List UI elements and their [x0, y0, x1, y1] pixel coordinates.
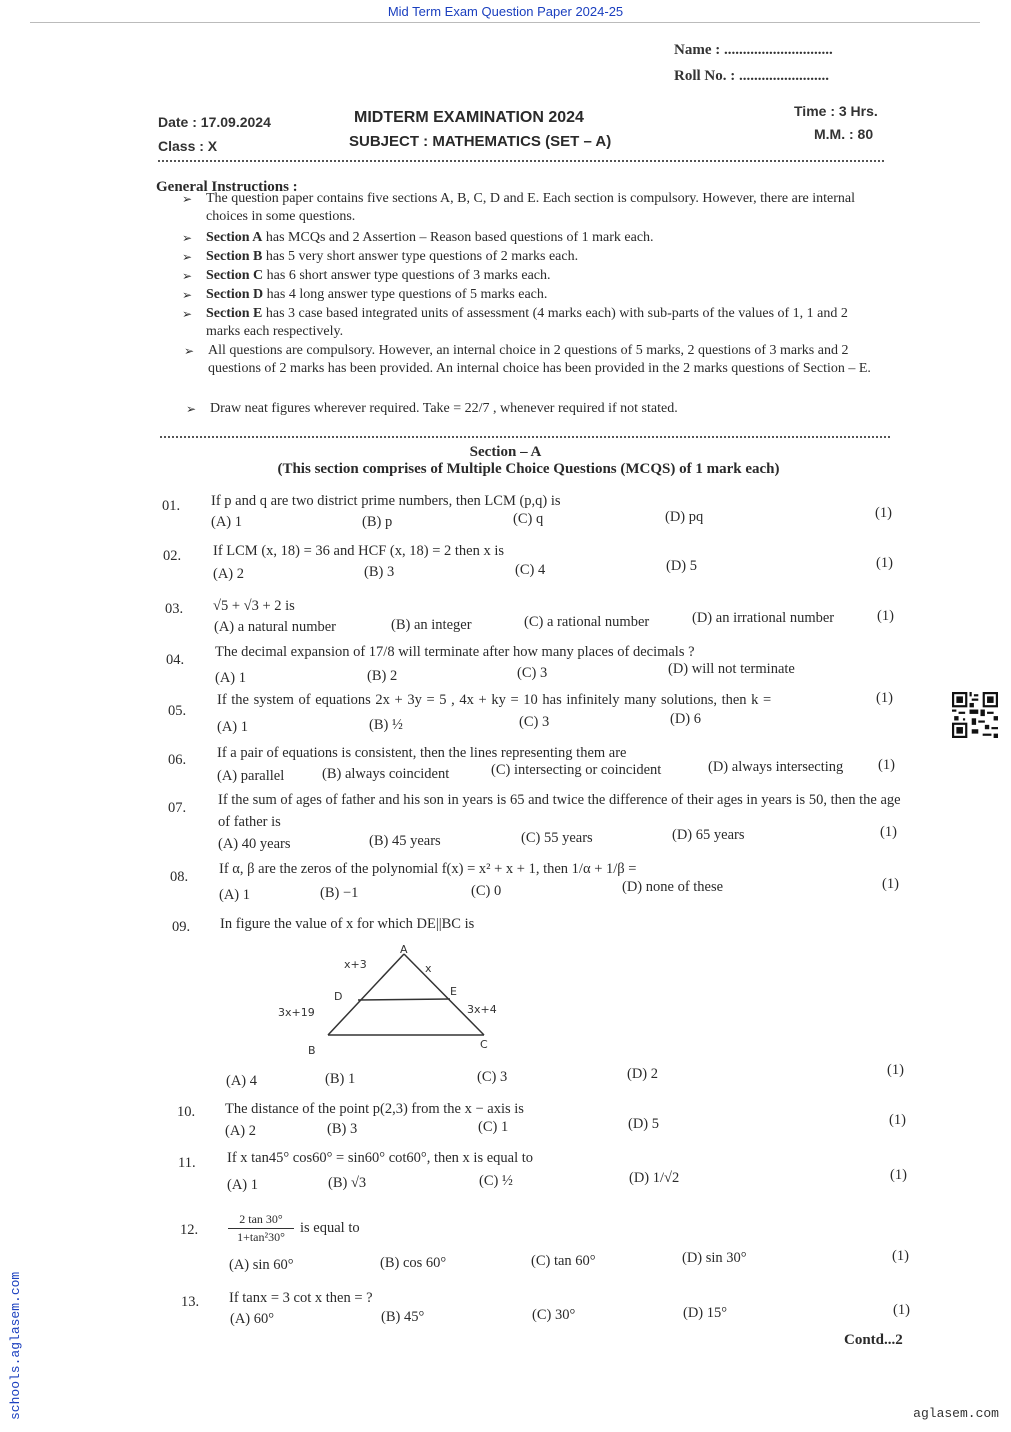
option-b: (B) 1	[325, 1071, 356, 1087]
option-b: (B) 45 years	[369, 833, 441, 849]
question-text: The distance of the point p(2,3) from the x − axis is	[225, 1101, 524, 1117]
option-c: (C) tan 60°	[531, 1253, 596, 1269]
arrow-icon: ➢	[182, 192, 193, 206]
option-c: (C) intersecting or coincident	[491, 762, 662, 778]
section-subtitle: (This section comprises of Multiple Choice Questions (MCQS) of 1 mark each)	[277, 461, 780, 477]
question-number: 12.	[180, 1222, 199, 1238]
banner-divider	[30, 22, 980, 23]
header-divider	[158, 160, 884, 162]
option-a: (A) 2	[213, 566, 245, 582]
question-text: √5 + √3 + 2 is	[213, 598, 295, 614]
option-d: (D) sin 30°	[682, 1250, 747, 1266]
option-b: (B) 3	[364, 564, 395, 580]
question-text: The decimal expansion of 17/8 will terminate after how many places of decimals ?	[215, 644, 695, 660]
label-d: D	[334, 990, 343, 1003]
instructions-divider	[160, 436, 890, 438]
arrow-icon: ➢	[182, 269, 193, 283]
option-a: (A) 2	[225, 1123, 257, 1139]
exam-title: MIDTERM EXAMINATION 2024	[354, 109, 584, 126]
option-b: (B) 2	[367, 668, 398, 684]
triangle-figure	[270, 944, 520, 1056]
instruction-item: ➢ Section E has 3 case based integrated units of assessment (4 marks each) with sub-parts of the values of 1, 1 and 2 marks each respectively.	[182, 306, 848, 339]
instruction-item: ➢ Section B has 5 very short answer type questions of 2 marks each.	[182, 249, 579, 264]
option-a: (A) a natural number	[214, 619, 336, 635]
label-e: E	[450, 985, 457, 998]
instruction-item: ➢ Section D has 4 long answer type questions of 5 marks each.	[182, 287, 548, 302]
exam-subject: SUBJECT : MATHEMATICS (SET – A)	[349, 133, 612, 150]
question-number: 01.	[162, 498, 181, 514]
arrow-icon: ➢	[186, 402, 197, 416]
fraction-denominator: 1+tan²30°	[237, 1230, 285, 1244]
instruction-item: ➢ Section C has 6 short answer type questions of 3 marks each.	[182, 268, 551, 283]
exam-max-marks: M.M. : 80	[814, 126, 874, 142]
question-mark: (1)	[876, 690, 893, 706]
instruction-item: ➢ All questions are compulsory. However, an internal choice in 2 questions of 5 marks, 2 questions of 3 marks and 2 questions of 2 marks has been provided. An internal choice has been provided in the 2 marks questions of Section – E.	[184, 343, 871, 376]
exam-time: Time : 3 Hrs.	[794, 103, 878, 119]
arrow-icon: ➢	[184, 344, 195, 358]
question-text: If the sum of ages of father and his son in years is 65 and twice the difference of their ages in years is 50, then the age of father is	[218, 792, 901, 830]
question-mark: (1)	[890, 1167, 907, 1183]
option-b: (B) an integer	[391, 617, 472, 633]
option-c: (C) ½	[479, 1173, 513, 1189]
side-ac	[404, 954, 484, 1035]
question-number: 07.	[168, 800, 187, 816]
option-b: (B) always coincident	[322, 766, 450, 782]
question-mark: (1)	[893, 1302, 910, 1318]
question-text: If LCM (x, 18) = 36 and HCF (x, 18) = 2 then x is	[213, 543, 505, 559]
option-d: (D) 5	[666, 558, 698, 574]
question-mark: (1)	[877, 608, 894, 624]
roll-field: Roll No. : ........................	[674, 68, 829, 84]
name-field: Name : .............................	[674, 42, 833, 58]
question-text: If p and q are two district prime numbers, then LCM (p,q) is	[211, 493, 561, 509]
option-d: (D) 15°	[683, 1305, 728, 1321]
question-mark: (1)	[889, 1112, 906, 1128]
option-c: (C) 3	[477, 1069, 508, 1085]
option-b: (B) p	[362, 514, 393, 530]
option-d: (D) always intersecting	[708, 759, 844, 775]
option-b: (B) ½	[369, 717, 403, 733]
option-c: (C) 55 years	[521, 830, 593, 846]
option-c: (C) 4	[515, 562, 546, 578]
option-c: (C) q	[513, 511, 544, 527]
option-b: (B) 45°	[381, 1309, 425, 1325]
option-c: (C) a rational number	[524, 614, 650, 630]
question-mark: (1)	[882, 876, 899, 892]
question-number: 05.	[168, 703, 187, 719]
option-a: (A) 40 years	[218, 836, 291, 852]
option-a: (A) sin 60°	[229, 1257, 294, 1273]
option-a: (A) 60°	[230, 1311, 275, 1327]
question-text: If α, β are the zeros of the polynomial f(x) = x² + x + 1, then 1/α + 1/β =	[219, 861, 637, 877]
exam-date: Date : 17.09.2024	[158, 114, 271, 130]
exam-class: Class : X	[158, 138, 218, 154]
instruction-item: ➢ Draw neat figures wherever required. Take = 22/7 , whenever required if not stated.	[186, 401, 678, 416]
option-c: (C) 3	[519, 714, 550, 730]
question-text: If a pair of equations is consistent, then the lines representing them are	[217, 745, 627, 761]
option-a: (A) 1	[217, 719, 249, 735]
label-c: C	[480, 1038, 488, 1051]
option-c: (C) 3	[517, 665, 548, 681]
arrow-icon: ➢	[182, 250, 193, 264]
question-number: 03.	[165, 601, 184, 617]
question-number: 10.	[177, 1104, 196, 1120]
question-number: 11.	[178, 1155, 196, 1171]
question-number: 04.	[166, 652, 185, 668]
label-ad: x+3	[344, 958, 367, 971]
instruction-item: ➢ Section A has MCQs and 2 Assertion – Reason based questions of 1 mark each.	[182, 230, 654, 245]
fraction	[228, 1212, 294, 1245]
arrow-icon: ➢	[182, 288, 193, 302]
question-mark: (1)	[880, 824, 897, 840]
question-text: In figure the value of x for which DE||BC is	[220, 916, 475, 932]
continued-label: Contd...2	[844, 1332, 903, 1348]
option-b: (B) 3	[327, 1121, 358, 1137]
label-db: 3x+19	[278, 1006, 315, 1019]
label-b: B	[308, 1044, 316, 1056]
question-mark: (1)	[875, 505, 892, 521]
qr-code-icon	[952, 692, 998, 738]
option-a: (A) 1	[211, 514, 243, 530]
question-mark: (1)	[876, 555, 893, 571]
question-number: 09.	[172, 919, 191, 935]
option-a: (A) 1	[219, 887, 251, 903]
option-d: (D) 1/√2	[629, 1170, 680, 1186]
option-b: (B) √3	[328, 1175, 367, 1191]
option-d: (D) 6	[670, 711, 702, 727]
label-ec: 3x+4	[467, 1003, 497, 1016]
option-d: (D) 5	[628, 1116, 660, 1132]
question-text: If tanx = 3 cot x then = ?	[229, 1290, 373, 1306]
option-b: (B) −1	[320, 885, 359, 901]
arrow-icon: ➢	[182, 231, 193, 245]
fraction-numerator: 2 tan 30°	[228, 1212, 294, 1229]
footer-link[interactable]: aglasem.com	[913, 1406, 999, 1421]
label-ae: x	[425, 962, 432, 975]
question-number: 08.	[170, 869, 189, 885]
option-d: (D) pq	[665, 509, 704, 525]
option-c: (C) 1	[478, 1119, 509, 1135]
question-text: If the system of equations 2x + 3y = 5 , 4x + ky = 10 has infinitely many solutions, then k =	[217, 692, 772, 708]
question-number: 02.	[163, 548, 182, 564]
option-a: (A) parallel	[217, 768, 285, 784]
option-d: (D) 2	[627, 1066, 659, 1082]
side-watermark: schools.aglasem.com	[8, 1271, 23, 1420]
question-number: 06.	[168, 752, 187, 768]
question-mark: (1)	[892, 1248, 909, 1264]
option-b: (B) cos 60°	[380, 1255, 447, 1271]
question-number: 13.	[181, 1294, 200, 1310]
option-d: (D) an irrational number	[692, 610, 835, 626]
instruction-item: ➢ The question paper contains five sections A, B, C, D and E. Each section is compulsory. However, there are internal choices in some questions.	[182, 191, 855, 224]
option-d: (D) will not terminate	[668, 661, 795, 677]
option-c: (C) 0	[471, 883, 502, 899]
option-a: (A) 1	[227, 1177, 259, 1193]
label-a: A	[400, 944, 408, 956]
option-a: (A) 1	[215, 670, 247, 686]
page-banner: Mid Term Exam Question Paper 2024-25	[387, 4, 624, 19]
instructions-title: General Instructions :	[156, 179, 298, 195]
section-title: Section – A	[469, 444, 542, 460]
question-mark: (1)	[887, 1062, 904, 1078]
option-c: (C) 30°	[532, 1307, 576, 1323]
arrow-icon: ➢	[182, 307, 193, 321]
question-text: If x tan45° cos60° = sin60° cot60°, then x is equal to	[227, 1150, 534, 1166]
option-d: (D) none of these	[622, 879, 724, 895]
option-a: (A) 4	[226, 1073, 258, 1089]
option-d: (D) 65 years	[672, 827, 745, 843]
segment-de	[358, 999, 450, 1000]
question-text: is equal to	[300, 1220, 360, 1236]
question-mark: (1)	[878, 757, 895, 773]
